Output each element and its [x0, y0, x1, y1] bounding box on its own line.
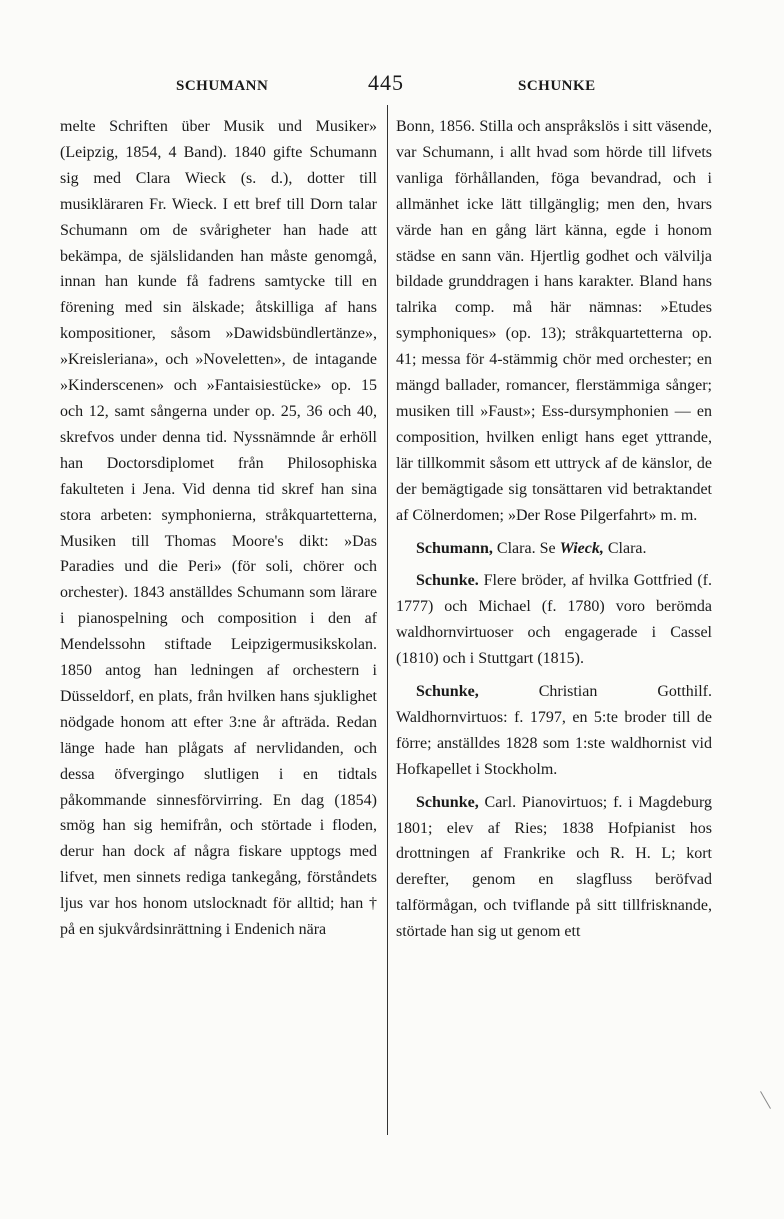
running-header [56, 70, 716, 100]
entry-body: Christian Gotthilf. Waldhornvirtuos: f. 1797, en 5:te broder till de förre; anställdes 1828 som 1:ste waldhornist vid Hofkapellet i Stockholm. [396, 683, 712, 778]
header-right-keyword: SCHUNKE [518, 78, 596, 94]
entry-body: Clara. Se [492, 539, 560, 557]
left-column-text: melte Schriften über Musik und Musiker» (Leipzig, 1854, 4 Band). 1840 gifte Schumann sig med Clara Wieck (s. d.), dotter till musikläraren Fr. Wieck. I ett bref till Dorn talar Schumann om de svårigheter han hade att bekämpa, de själslidanden han måste genomgå, innan han kunde få fadrens samtycke till en förening med sin älskade; åtskilliga af hans kompositioner, såsom »Dawidsbündlertänze», »Kreisleriana», och »Noveletten», de intagande »Kinderscenen» och »Fantaisiestücke» op. 15 och 12, samt sångerna under op. 25, 36 och 40, skrefvos under denna tid. Nyssnämnde år erhöll han Doctorsdiplomet från Philosophiska fakulteten i Jena. Vid denna tid skref han sina stora arbeten: symphonierna, stråkquartetterna, Musiken till Thomas Moore's dikt: »Das Paradies und die Peri» (för soli, chörer och orchester). 1843 anställdes Schumann som lärare i pianospelning och composition i den af Mendelssohn stiftade Leipzigermusikskolan. 1850 antog han ledningen af orchestern i Düsseldorf, en plats, från hvilken hans sjuklighet nödgade honom att efter 3:ne år afträda. Redan länge hade han plågats af nervlidanden, och dessa öfvergingo slutligen i en tidtals påkommande sinnesförvirring. En dag (1854) smög han sig hemifrån, och störtade i floden, derur han dock af några fiskare upptogs med lifvet, men sinnets rediga tankegång, förståndets ljus var hos honom utslocknadt för alltid; han † på en sjukvårdsinrättning i Endenich nära [60, 118, 377, 939]
entry-headword: Schunke, [416, 793, 479, 811]
right-column-continuation: Bonn, 1856. Stilla och anspråkslös i sitt väsende, var Schumann, i allt hvad som hörde till lifvets vanliga förhållanden, föga bevandrad, och i allmänhet icke lätt tillgänglig; men den, hvars värde han en gång lärt känna, egde i honom städse en sann vän. Hjertlig godhet och välvilja bildade grunddragen i hans karakter. Bland hans talrika comp. må här nämnas: »Etudes symphoniques» (op. 13); stråkquartetterna op. 41; messa för 4-stämmig chör med orchester; en mängd ballader, romancer, flerstämmiga sånger; musiken till »Faust»; Ess-dursymphonien — en composition, hvilken enligt hans eget yttrande, lär tillkommit såsom ett uttryck af de känslor, de der bemägtigade sig tonsättaren vid betraktandet af Cölnerdomen; »Der Rose Pilgerfahrt» m. m. [396, 118, 712, 524]
entry-body-end: Clara. [603, 539, 647, 557]
right-column [396, 114, 712, 945]
entry-schunke-carl [396, 790, 712, 945]
entry-cross-reference: Wieck, [559, 539, 604, 557]
entry-schunke-christian [396, 679, 712, 783]
column-divider [387, 105, 388, 1135]
entry-schunke [396, 568, 712, 672]
entry-headword: Schunke, [416, 683, 479, 701]
margin-mark [760, 1091, 771, 1109]
page-number: 445 [368, 70, 404, 95]
entry-headword: Schunke. [416, 572, 479, 590]
entry-schumann-clara [396, 536, 712, 562]
header-left-keyword: SCHUMANN [176, 78, 269, 94]
entry-body: Flere bröder, af hvilka Gottfried (f. 1777) och Michael (f. 1780) voro berömda waldhornvirtuoser och engagerade i Cassel (1810) och i Stuttgart (1815). [396, 572, 712, 668]
entry-body: Carl. Pianovirtuos; f. i Magdeburg 1801; elev af Ries; 1838 Hofpianist hos drottningen af Frankrike och R. H. L; kort derefter, genom en slagfluss beröfvad talförmågan, och tviflande på sitt tillfrisknande, störtade han sig ut genom ett [396, 793, 712, 941]
left-column [60, 114, 377, 943]
entry-headword: Schumann, [416, 539, 493, 557]
